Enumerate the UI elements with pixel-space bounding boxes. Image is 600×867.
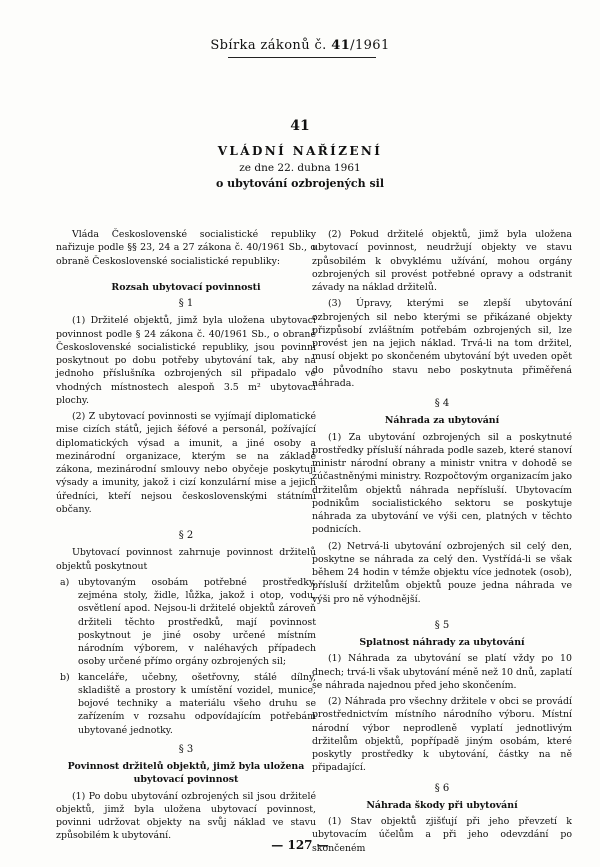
section-5-heading: Splatnost náhrady za ubytování bbox=[359, 637, 525, 648]
list-item-text: kanceláře, učebny, ošetřovny, stálé dílny, skladiště a prostory k umístění vozidel, munice, bojové techniky a materiálu všeho druhu se zařízením v rozsahu odpovídajícím potřebám ubytované jednotky. bbox=[78, 671, 316, 736]
section-1-label: § 1 bbox=[178, 298, 194, 309]
right-column bbox=[312, 228, 572, 858]
running-head-rule bbox=[228, 57, 376, 58]
regulation-date: ze dne 22. dubna 1961 bbox=[239, 162, 361, 174]
regulation-subject: o ubytování ozbrojených sil bbox=[215, 177, 385, 190]
section-4-label: § 4 bbox=[434, 398, 450, 409]
section-3-label: § 3 bbox=[178, 743, 194, 755]
regulation-masthead bbox=[0, 118, 600, 190]
list-item-marker: b) bbox=[60, 671, 70, 683]
section-2-label: § 2 bbox=[178, 530, 194, 541]
section-4-heading: Náhrada za ubytování bbox=[384, 415, 500, 427]
running-head bbox=[0, 38, 600, 53]
page-number: — 127 — bbox=[271, 838, 329, 852]
running-head-year: /1961 bbox=[350, 38, 390, 53]
section-2-intro: Ubytovací povinnost zahrnuje povinnost držitelů objektů poskytnout bbox=[56, 547, 316, 572]
running-head-number: 41 bbox=[331, 38, 351, 53]
left-column bbox=[56, 228, 316, 846]
list-item-text: ubytovaným osobám potřebné prostředky, zejména stoly, židle, lůžka, jakož i otop, vodu, osvětlení apod. Nejsou-li držitelé objektů zároveň držiteli těchto prostředků, mají povinnost poskytnout je jiné osoby určené místním národním výborem, v naléhavých případech osoby určené přímo orgány ozbrojených sil; bbox=[78, 576, 316, 668]
list-item bbox=[56, 576, 316, 669]
section-6-label: § 6 bbox=[434, 782, 450, 794]
section-2-list bbox=[56, 576, 316, 737]
list-item bbox=[56, 671, 316, 737]
section-1-paragraph-2: (2) Z ubytovací povinnosti se vyjímají diplomatické mise cizích států, jejich šéfové a personál, požívající diplomatických výsad a imunit, a jiné osoby a mezinárodní organizace, kterým se na základě zákona, mezinárodní smlouvy nebo obyčeje poskytují výsady a imunity, jakož i cizí konzulární mise a jejich úředníci, kteří nejsou československými státními občany. bbox=[56, 411, 316, 515]
section-3-paragraph-3: (3) Úpravy, kterými se zlepší ubytování ozbrojených sil nebo kterými se přikázané objekty přizpůsobí zvláštním potřebám ozbrojených sil, lze provést jen na jejich náklad. Trvá-li na tom držitel, musí objekt po skončeném ubytování být uveden opět do původního stavu nebo poskytnuta přiměřená náhrada. bbox=[312, 298, 572, 389]
section-4-paragraph-2: (2) Netrvá-li ubytování ozbrojených sil celý den, poskytne se náhrada za celý den. Vystřídá-li se však během 24 hodin v témže objektu více jednotek (osob), přísluší držitelům objektů pouze jedna náhrada ve výši pro ně výhodnější. bbox=[312, 540, 572, 605]
section-3-paragraph-1: (1) Po dobu ubytování ozbrojených sil jsou držitelé objektů, jimž byla uložena ubytovací povinnost, povinni udržovat objekty na svůj náklad ve stavu způsobilém k ubytování. bbox=[56, 790, 316, 842]
section-1-paragraph-1: (1) Držitelé objektů, jimž byla uložena ubytovací povinnost podle § 24 zákona č. 40/1961 Sb., o obraně Československé socialistické republiky, jsou povinni poskytnout po dobu potřeby ubytování tak, aby na jednoho příslušníka ozbrojených sil připadalo ve vhodných místnostech alespoň 3.5 m² ubytovací plochy. bbox=[56, 315, 316, 406]
section-5-paragraph-2: (2) Náhrada pro všechny držitele v obci se provádí prostřednictvím místního národního výboru. Místní národní výbor neprodleně vyplatí jednotlivým držitelům objektů, popřípadě jiným osobám, které poskytly prostředky k ubytování, částky na ně připadající. bbox=[312, 696, 572, 774]
section-5-paragraph-1: (1) Náhrada za ubytování se platí vždy po 10 dnech; trvá-li však ubytování méně než 10 dnů, zaplatí se náhrada najednou před jeho skončením. bbox=[312, 653, 572, 691]
section-6-heading: Náhrada škody při ubytování bbox=[366, 799, 518, 811]
scope-heading: Rozsah ubytovací povinnosti bbox=[111, 281, 261, 293]
preamble: Vláda Československé socialistické republiky nařizuje podle §§ 23, 24 a 27 zákona č. 40/1961 Sb., o obraně Československé socialistické republiky: bbox=[56, 229, 316, 267]
regulation-kind: VLÁDNÍ NAŘÍZENÍ bbox=[217, 144, 383, 158]
regulation-number: 41 bbox=[290, 118, 310, 134]
running-head-title: Sbírka zákonů č. bbox=[210, 38, 327, 53]
section-5-label: § 5 bbox=[434, 619, 450, 631]
section-3-heading: Povinnost držitelů objektů, jimž byla uložena ubytovací povinnost bbox=[67, 761, 305, 786]
section-3-paragraph-2: (2) Pokud držitelé objektů, jimž byla uložena ubytovací povinnost, neudržují objekty ve stavu způsobilém k obvyklému užívání, mohou orgány ozbrojených sil provést potřebné opravy a odstranit závady na náklad držitelů. bbox=[312, 229, 572, 293]
section-6-paragraph-1: (1) Stav objektů zjišťují při jeho převzetí k ubytovacím účelům a při jeho odevzdání po skončeném bbox=[312, 816, 572, 854]
section-4-paragraph-1: (1) Za ubytování ozbrojených sil a poskytnuté prostředky přísluší náhrada podle sazeb, které stanoví ministr národní obrany a ministr vnitra v dohodě se zúčastněnými ministry. Rozpočtovým organizacím jako držitelům objektů náhrada nepřísluší. Ubytovacím podnikům socialistického sektoru se poskytuje náhrada za ubytování ve výši cen, platných v těchto podnicích. bbox=[312, 431, 572, 536]
list-item-marker: a) bbox=[60, 576, 70, 588]
